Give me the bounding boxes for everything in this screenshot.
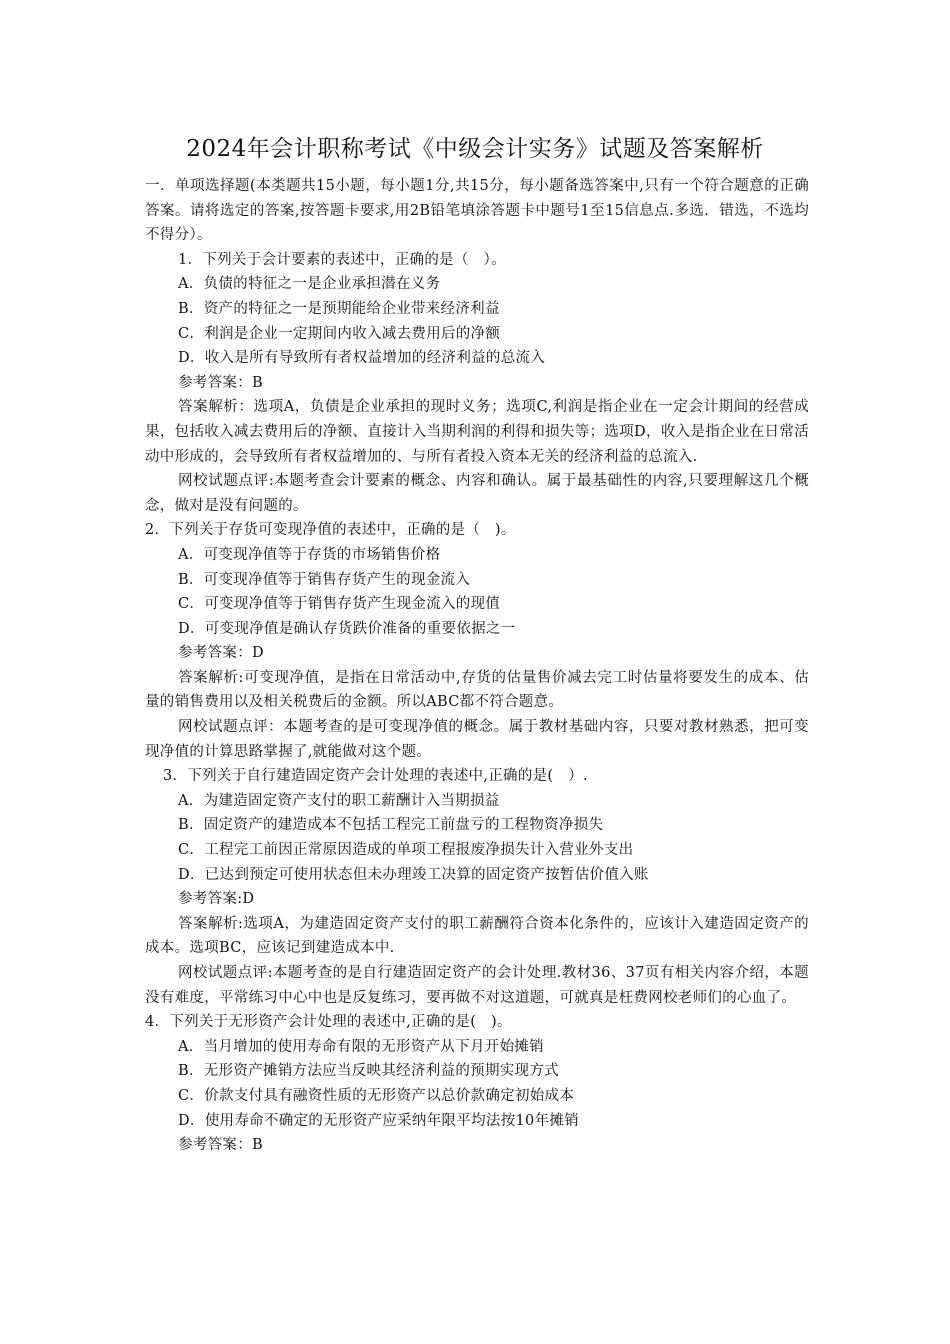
question-2-answer: 参考答案：D — [178, 645, 264, 662]
question-2-analysis: 答案解析:可变现净值，是指在日常活动中,存货的估量售价减去完工时估量将要发生的成本、估量的销售费用以及相关税费后的金额。所以ABC都不符合题意。 — [145, 669, 809, 711]
question-2-option-c: C．可变现净值等于销售存货产生现金流入的现值 — [178, 596, 501, 613]
question-3-analysis: 答案解析:选项A，为建造固定资产支付的职工薪酬符合资本化条件的，应该计入建造固定资产的成本。选项BC，应该记到建造成本中. — [145, 915, 809, 957]
question-1-answer: 参考答案：B — [178, 374, 263, 391]
question-4-option-b: B．无形资产摊销方法应当反映其经济利益的预期实现方式 — [178, 1063, 559, 1080]
question-3-stem: 3．下列关于自行建造固定资产会计处理的表述中,正确的是( ）. — [163, 768, 588, 785]
question-3-comment: 网校试题点评:本题考查的是自行建造固定资产的会计处理.教材36、37页有相关内容介绍，本题没有难度，平常练习中心中也是反复练习，要再做不对这道题，可就真是枉费网校老师们的心血了。 — [145, 965, 809, 1006]
question-1-option-c: C．利润是企业一定期间内收入减去费用后的净额 — [178, 325, 501, 342]
question-1-option-b: B．资产的特征之一是预期能给企业带来经济利益 — [178, 300, 500, 317]
question-2-option-a: A．可变现净值等于存货的市场销售价格 — [178, 546, 441, 563]
question-1-option-d: D．收入是所有导致所有者权益增加的经济利益的总流入 — [178, 350, 546, 367]
question-2-stem: 2．下列关于存货可变现净值的表述中，正确的是（ )。 — [145, 522, 516, 539]
question-1-option-a: A．负债的特征之一是企业承担潜在义务 — [178, 276, 441, 293]
question-4-option-d: D．使用寿命不确定的无形资产应采纳年限平均法按10年摊销 — [178, 1112, 579, 1129]
question-3-answer: 参考答案:D — [178, 891, 255, 908]
question-4-answer: 参考答案：B — [178, 1137, 263, 1154]
question-4-stem: 4．下列关于无形资产会计处理的表述中,正确的是( )。 — [145, 1014, 512, 1031]
question-3-option-c: C．工程完工前因正常原因造成的单项工程报废净损失计入营业外支出 — [178, 842, 634, 859]
question-1-comment: 网校试题点评:本题考查会计要素的概念、内容和确认。属于最基础性的内容,只要理解这几个概念，做对是没有问题的。 — [145, 473, 809, 514]
document-body — [145, 174, 809, 1158]
question-4-option-a: A．当月增加的使用寿命有限的无形资产从下月开始摊销 — [178, 1038, 544, 1055]
question-1-stem: 1．下列关于会计要素的表述中，正确的是（ ）。 — [178, 251, 506, 268]
question-2-option-b: B．可变现净值等于销售存货产生的现金流入 — [178, 571, 471, 588]
question-2-option-d: D．可变现净值是确认存货跌价准备的重要依据之一 — [178, 620, 516, 637]
question-3-option-d: D．已达到预定可使用状态但未办理竣工决算的固定资产按暂估价值入账 — [178, 866, 649, 883]
question-1-analysis: 答案解析：选项A，负债是企业承担的现时义务；选项C,利润是指企业在一定会计期间的经营成果，包括收入减去费用后的净额、直接计入当期利润的利得和损失等；选项D，收入是指企业在日常活动中形成的，会导致所有者权益增加的、与所有者投入资本无关的经济利益的总流入. — [145, 399, 809, 465]
question-3-option-a: A．为建造固定资产支付的职工薪酬计入当期损益 — [178, 792, 500, 809]
section-intro: 一．单项选择题(本类题共15小题，每小题1分,共15分，每小题备选答案中,只有一个符合题意的正确答案。请将选定的答案,按答题卡要求,用2B铅笔填涂答题卡中题号1至15信息点.多选．错选，不选均不得分）。 — [145, 178, 809, 244]
question-3-option-b: B．固定资产的建造成本不包括工程完工前盘亏的工程物资净损失 — [178, 817, 604, 834]
question-2-comment: 网校试题点评：本题考查的是可变现净值的概念。属于教材基础内容，只要对教材熟悉，把可变现净值的计算思路掌握了,就能做对这个题。 — [145, 719, 809, 760]
document-title: 2024年会计职称考试《中级会计实务》试题及答案解析 — [186, 136, 764, 162]
question-4-option-c: C．价款支付具有融资性质的无形资产以总价款确定初始成本 — [178, 1087, 575, 1104]
